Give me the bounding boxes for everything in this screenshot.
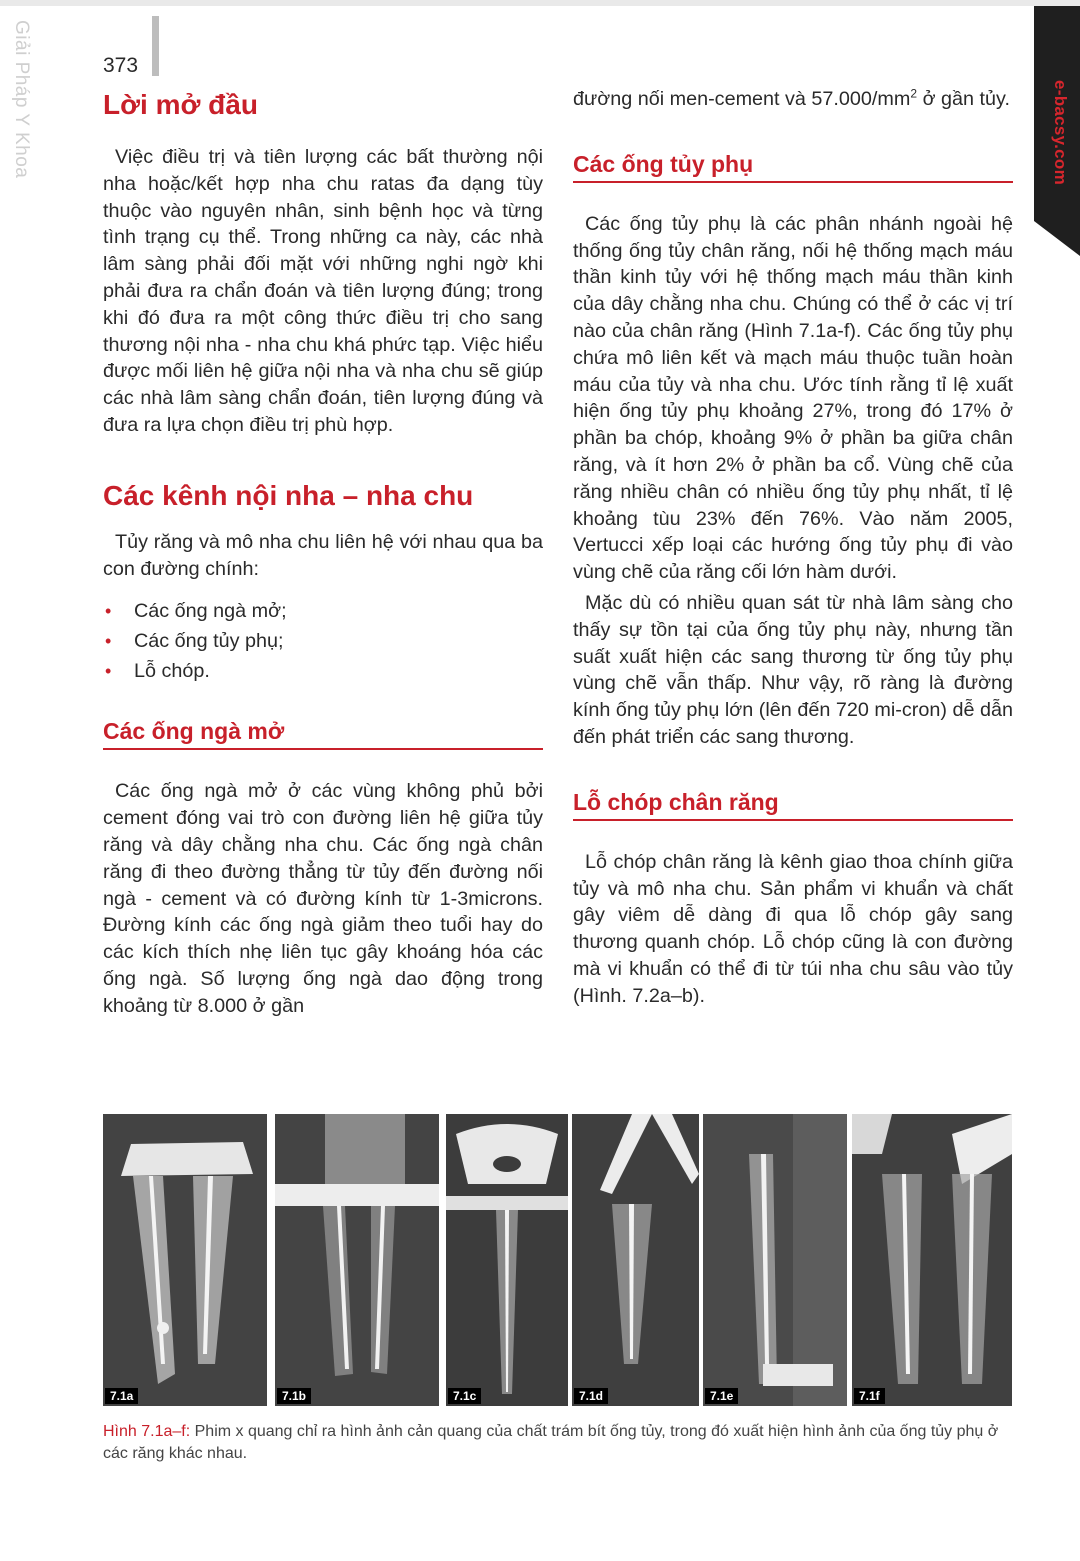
intro-paragraph: Việc điều trị và tiên lượng các bất thường nội nha hoặc/kết hợp nha chu ratas đa dạng tùy thuộc vào nguyên nhân, sinh bệnh học và từng tình trạng cụ thể. Trong những ca này, các nhà lâm sàng phải đối mặt với những nghi ngờ khi phải đưa ra chẩn đoán và tiên lượng đúng; trong khi đó đưa ra một công thức điều trị cho sang thương nội nha - nha chu khá phức tạp. Việc hiểu được mối liên hệ giữa nội nha và nha chu sẽ giúp các nhà lâm sàng chẩn đoán, tiên lượng đúng và đưa ra lựa chọn điều trị phù hợp. (103, 146, 543, 436)
bullet-icon: • (105, 601, 112, 622)
list-item: • Các ống ngà mở; (103, 596, 543, 626)
xray-image-d (572, 1114, 699, 1406)
panel-label: 7.1a (105, 1388, 138, 1404)
panel-label: 7.1d (574, 1388, 608, 1404)
accessory-paragraph-1: Các ống tủy phụ là các phân nhánh ngoài hệ thống ống tủy chân răng, nối hệ thống mạch máu thần kinh tủy với hệ thống mạch máu thần kinh của dây chằng nha chu. Chúng có thể ở các vị trí nào của chân răng (Hình 7.1a-f). Các ống tủy phụ chứa mô liên kết và mạch máu thuộc tuần hoàn máu của tủy và nha chu. Ước tính rằng tỉ lệ xuất hiện ống tủy phụ khoảng 27%, trong đó 17% ở phần ba chóp, khoảng 9% ở phần ba giữa chân răng, và ít hơn 2% ở phần ba cổ. Vùng chẽ của răng nhiều chân có nhiều ống tủy phụ nhất, tỉ lệ khoảng tùu 23% đến 76%. Vào năm 2005, Vertucci xếp loại các hướng ống tủy phụ đi vào vùng chẽ của răng cối lớn hàm dưới. (573, 212, 1013, 584)
panel-label: 7.1b (277, 1388, 311, 1404)
xray-panel-f (852, 1114, 1012, 1406)
channels-heading: Các kênh nội nha – nha chu (103, 479, 474, 511)
brand-logo-text: e-bacsy.com (1051, 80, 1070, 186)
apical-paragraph: Lỗ chóp chân răng là kênh giao thoa chính giữa tủy và mô nha chu. Sản phẩm vi khuẩn và chất gây viêm dễ dàng đi qua lỗ chóp gây sang thương quanh chóp. Lỗ chóp cũng là con đường mà vi khuẩn có thể đi từ túi nha chu sâu vào tủy (Hình. 7.2a–b). (573, 850, 1013, 1007)
bullet-icon: • (105, 661, 112, 682)
xray-image-b (275, 1114, 439, 1406)
xray-panel-b (275, 1114, 439, 1406)
continued-paragraph: đường nối men-cement và $57.000/mm^2$ ở gần tủy. (573, 86, 1010, 110)
page-number-bar (152, 16, 159, 76)
side-title: Giải Pháp Y Khoa (11, 20, 32, 179)
xray-panel-a (103, 1114, 267, 1406)
xray-panel-c (446, 1114, 568, 1406)
accessory-paragraph-2: Mặc dù có nhiều quan sát từ nhà lâm sàng cho thấy sự tồn tại của ống tủy phụ này, nhưng tần suất xuất hiện các sang thương từ ống tủy phụ vùng chẽ vẫn thấp. Như vậy, rõ ràng là đường kính ống tủy phụ lớn (lên đến 720 mi-cron) dễ dẫn đến phát triển các sang thương. (573, 591, 1013, 748)
panel-label: 7.1c (448, 1388, 481, 1404)
list-item: • Lỗ chóp. (103, 656, 543, 686)
panel-label: 7.1e (705, 1388, 738, 1404)
xray-panel-e (703, 1114, 847, 1406)
left-column (103, 86, 543, 1020)
figure-caption: Hình 7.1a–f: Phim x quang chỉ ra hình ảnh cản quang của chất trám bít ống tủy, trong đó xuất hiện hình ảnh của ống tủy phụ ở các răng khác nhau. (103, 1423, 999, 1462)
figure-strip (103, 1114, 1012, 1406)
accessory-heading: Các ống tủy phụ (573, 149, 1013, 183)
xray-image-e (703, 1114, 847, 1406)
right-column (573, 86, 1013, 1010)
apical-heading: Lỗ chóp chân răng (573, 787, 1013, 821)
top-bar (0, 0, 1080, 6)
xray-image-c (446, 1114, 568, 1406)
channels-paragraph: Tủy răng và mô nha chu liên hệ với nhau qua ba con đường chính: (103, 530, 543, 580)
intro-heading: Lời mở đầu (103, 89, 258, 120)
tubules-paragraph: Các ống ngà mở ở các vùng không phủ bởi cement đóng vai trò con đường liên hệ giữa tủy răng và dây chằng nha chu. Các ống ngà chân răng đi theo đường thẳng từ tủy đến đường nối ngà - cement và có đường kính từ 1-3microns. Đường kính các ống ngà giảm theo tuổi hay do các kích thích nhẹ liên tục gây khoáng hóa các ống ngà. Số lượng ống ngà dao động trong khoảng từ 8.000 ở gần (103, 780, 543, 1017)
xray-image-a (103, 1114, 267, 1406)
bullet-icon: • (105, 631, 112, 652)
xray-image-f (852, 1114, 1012, 1406)
tubules-heading: Các ống ngà mở (103, 716, 543, 750)
list-item: • Các ống tủy phụ; (103, 626, 543, 656)
xray-panel-d (572, 1114, 699, 1406)
page-number: 373 (103, 54, 139, 77)
channels-list (103, 596, 543, 686)
panel-label: 7.1f (854, 1388, 885, 1404)
